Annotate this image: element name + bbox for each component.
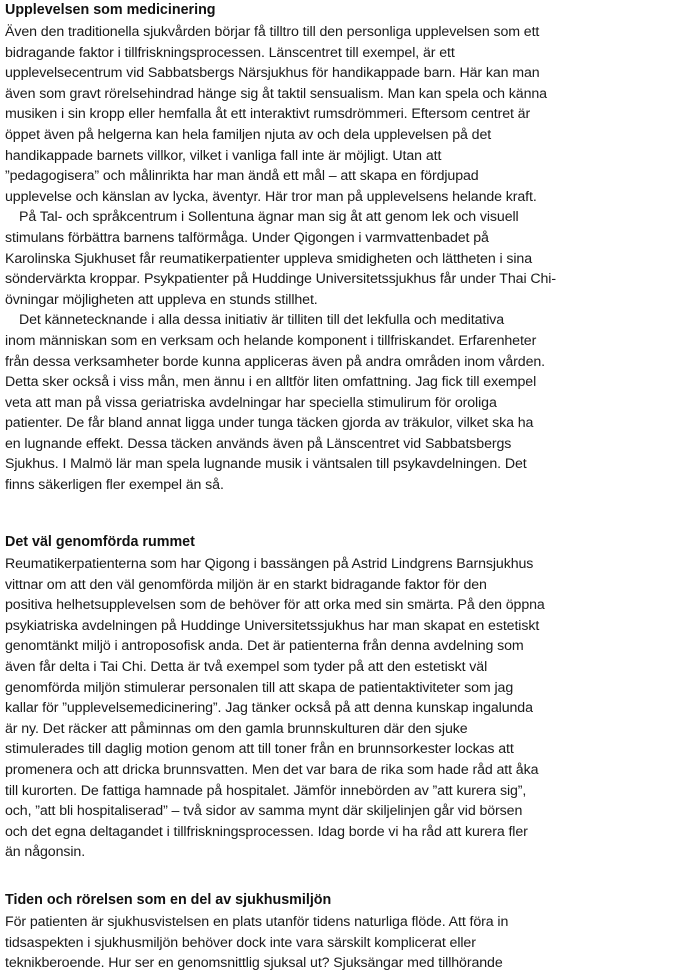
text-line: kallar för ”upplevelsemedicinering”. Jag tänker också på att denna kunskap ingalunda	[5, 700, 533, 717]
text-line: tidsaspekten i sjukhusmiljön behöver dock inte vara särskilt komplicerat eller	[5, 934, 476, 951]
text-line: patienter. De får bland annat ligga under tunga täcken gjorda av träkulor, vilket ska ha	[5, 415, 534, 432]
paragraph	[5, 554, 545, 863]
text-line: söndervärkta kroppar. Psykpatienter på Huddinge Universitetssjukhus får under Thai Chi-	[5, 271, 556, 288]
paragraph	[5, 22, 556, 207]
text-line: handikappade barnets villkor, vilket i vanliga fall inte är möjligt. Utan att	[5, 147, 442, 164]
text-line: upplevelsecentrum vid Sabbatsbergs Närsjukhus för handikappade barn. Här kan man	[5, 65, 540, 82]
text-line: vittnar om att den väl genomförda miljön är en starkt bidragande faktor för den	[5, 576, 487, 593]
section-tiden-och-rorelsen	[5, 890, 508, 974]
text-line: ”pedagogisera” och målinrikta har man ändå ett mål – att skapa en fördjupad	[5, 168, 479, 185]
text-line: finns säkerligen fler exempel än så.	[5, 477, 224, 494]
text-line: Även den traditionella sjukvården börjar få tilltro till den personliga upplevelsen som ett	[5, 24, 540, 40]
section-heading: Det väl genomförda rummet	[5, 534, 195, 550]
text-line: till kurorten. De fattiga hamnade på hospitalet. Jämför innebörden av ”att kurera sig”,	[5, 782, 527, 799]
text-line: Sjukhus. I Malmö lär man spela lugnande musik i väntsalen till psykavdelningen. Det	[5, 456, 527, 473]
text-line: veta att man på vissa geriatriska avdelningar har speciella stimulirum för oroliga	[5, 394, 497, 411]
text-line: För patienten är sjukhusvistelsen en plats utanför tidens naturliga flöde. Att föra in	[5, 914, 509, 930]
text-line: inom människan som en verksam och helande komponent i tillfriskandet. Erfarenheter	[5, 332, 537, 349]
text-line: än någonsin.	[5, 844, 86, 861]
text-line: psykiatriska avdelningen på Huddinge Universitetssjukhus har man skapat en estetiskt	[5, 617, 540, 634]
paragraph	[5, 207, 556, 310]
text-line: bidragande faktor i tillfriskningsprocessen. Länscentret till exempel, är ett	[5, 44, 455, 61]
paragraph	[5, 912, 508, 974]
text-line: öppet även på helgerna kan hela familjen njuta av och dela upplevelsen på det	[5, 126, 492, 143]
paragraph	[5, 310, 556, 495]
text-line: en lugnande effekt. Dessa täcken används även på Länscentret vid Sabbatsbergs	[5, 435, 512, 452]
text-line: Karolinska Sjukhuset får reumatikerpatienter uppleva smidigheten och lättheten i sina	[5, 250, 532, 267]
text-line: från dessa verksamheter borde kunna appliceras även på andra områden inom vården.	[5, 353, 546, 370]
text-line: teknikberoende. Hur ser en genomsnittlig sjuksal ut? Sjuksängar med tillhörande	[5, 955, 503, 972]
text-line: På Tal- och språkcentrum i Sollentuna ägnar man sig åt att genom lek och visuell	[19, 209, 519, 226]
text-line: och det egna deltagandet i tillfriskningsprocessen. Idag borde vi ha råd att kurera fler	[5, 823, 528, 840]
section-upplevelsen	[5, 0, 556, 496]
text-line: övningar möjligheten att uppleva en stunds stillhet.	[5, 291, 318, 308]
text-line: Det kännetecknande i alla dessa initiativ är tilliten till det lekfulla och meditativa	[19, 312, 505, 329]
text-line: stimulans förbättra barnens talförmåga. Under Qigongen i varmvattenbadet på	[5, 229, 489, 246]
section-heading: Tiden och rörelsen som en del av sjukhusmiljön	[5, 892, 332, 908]
text-line: positiva helhetsupplevelsen som de behöver för att orka med sin smärta. På den öppna	[5, 597, 545, 614]
text-line: även som gravt rörelsehindrad hänge sig åt taktil sensualism. Man kan spela och känna	[5, 85, 547, 102]
text-line: genomförda miljön stimulerar personalen till att skapa de patientaktiviteter som jag	[5, 679, 514, 696]
text-line: genomtänkt miljö i antroposofisk anda. Det är patienterna från denna avdelning som	[5, 638, 524, 655]
text-line: stimulerades till daglig motion genom att till toner från en brunnsorkester lockas att	[5, 741, 514, 758]
section-heading: Upplevelsen som medicinering	[5, 2, 216, 18]
text-line: upplevelse och känslan av lycka, äventyr. Här tror man på upplevelsens helande kraft.	[5, 188, 537, 205]
text-line: musiken i sin kropp eller hemfalla åt ett interaktivt rumsdrömmeri. Eftersom centret är	[5, 106, 531, 123]
text-line: är ny. Det räcker att påminnas om den gamla brunnskulturen där den sjuke	[5, 720, 468, 737]
text-line: även får delta i Tai Chi. Detta är två exempel som tyder på att den estetiskt väl	[5, 658, 488, 675]
text-line: Detta sker också i viss mån, men ännu i en alltför liten omfattning. Jag fick till exempel	[5, 374, 537, 391]
text-line: Reumatikerpatienterna som har Qigong i bassängen på Astrid Lindgrens Barnsjukhus	[5, 556, 534, 572]
text-line: och, ”att bli hospitaliserad” – två sidor av samma mynt där skiljelinjen går vid börsen	[5, 803, 523, 820]
section-genomforda-rummet	[5, 532, 545, 863]
text-line: promenera och att dricka brunnsvatten. Men det var bara de rika som hade råd att åka	[5, 761, 539, 778]
